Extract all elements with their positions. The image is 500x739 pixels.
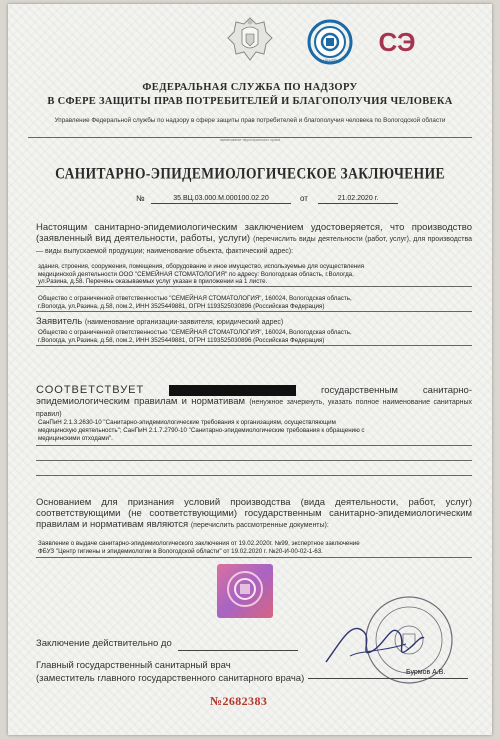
admin-caption: наименование территориального органа bbox=[219, 138, 281, 142]
object-description-line3: ул.Разина, д.58. Перечень оказываемых услуг указан в приложении на 1 листе. bbox=[38, 278, 268, 285]
basis-hint: (перечислить рассмотренные документы): bbox=[190, 522, 329, 529]
certification-text: Настоящим санитарно-эпидемиологическим заключением удостоверяется, что производство (заявленный вид деятельности, работы, услуги) bbox=[36, 222, 472, 244]
object-underline bbox=[36, 286, 472, 287]
hologram-seal bbox=[214, 561, 276, 621]
certificate-number: 35.ВЦ.03.000.М.000100.02.20 bbox=[151, 195, 291, 204]
center-logo-text: ЦЕНТР bbox=[323, 58, 337, 63]
number-from: от bbox=[300, 194, 308, 203]
basis-doc-line2: ФБУЗ "Центр гигиены и эпидемиологии в Вологодской области" от 19.02.2020 г. №20-И-00-02-1-63. bbox=[38, 548, 323, 555]
basis-doc-line1: Заявление о выдаче санитарно-эпидемиологического заключения от 19.02.2020г. №99, экспертное заключение bbox=[38, 540, 360, 547]
serial-number: №2682383 bbox=[210, 694, 268, 708]
chief-doctor-line1: Главный государственный санитарный врач bbox=[36, 660, 231, 671]
coat-of-arms-emblem bbox=[226, 14, 274, 66]
applicant-line2: г.Вологда, ул.Разина, д.58, пом.2, ИНН 3525449881, ОГРН 1193525030896 (Российская Федерация) bbox=[38, 337, 325, 344]
number-prefix: № bbox=[136, 194, 145, 203]
applicant-label: Заявитель bbox=[36, 316, 83, 327]
handwritten-signature bbox=[322, 610, 426, 674]
basis-paragraph bbox=[36, 497, 472, 531]
document-title: САНИТАРНО-ЭПИДЕМИОЛОГИЧЕСКОЕ ЗАКЛЮЧЕНИЕ bbox=[55, 164, 445, 183]
applicant-line1: Общество с ограниченной ответственностью "СЕМЕЙНАЯ СТОМАТОЛОГИЯ", 160024, Вологодская область, bbox=[38, 329, 352, 336]
rules-line3: медицинскими отходами". bbox=[38, 435, 113, 442]
org-title-line2: В СФЕРЕ ЗАЩИТЫ ПРАВ ПОТРЕБИТЕЛЕЙ И БЛАГОПОЛУЧИЯ ЧЕЛОВЕКА bbox=[47, 96, 453, 107]
validity-label: Заключение действительно до bbox=[36, 638, 172, 649]
company-line2: г.Вологда, ул.Разина, д.58, пом.2, ИНН 3525449881, ОГРН 1193525030896 (Российская Федерация) bbox=[38, 303, 325, 310]
basis-underline bbox=[36, 557, 472, 558]
chief-doctor-line2: (заместитель главного государственного санитарного врача) bbox=[36, 673, 305, 684]
org-title-line1: ФЕДЕРАЛЬНАЯ СЛУЖБА ПО НАДЗОРУ bbox=[142, 82, 358, 93]
certification-paragraph bbox=[36, 222, 472, 257]
conformity-word: СООТВЕТСТВУЕТ bbox=[36, 384, 145, 396]
conformity-text: государственным санитарно-эпидемиологическим правилам и нормативам bbox=[36, 385, 473, 407]
basis-text: Основанием для признания условий производства (вида деятельности, работ, услуг) соответствующими (не соответствующими) государственным санитарно-эпидемиологическим правилам и нормативам являются bbox=[36, 497, 472, 530]
hygiene-center-logo bbox=[307, 19, 353, 65]
rules-line2: медицинскую деятельность"; СанПиН 2.1.7.2790-10 "Санитарно-эпидемиологические требования к обращению с bbox=[38, 427, 365, 434]
territorial-administration: Управление Федеральной службы по надзору в сфере защиты прав потребителей и благополучия человека по Вологодской области bbox=[54, 117, 446, 124]
struck-not-conforming: (НЕ СООТВЕТСТВУЕТ) bbox=[169, 385, 296, 396]
validity-underline bbox=[178, 650, 298, 651]
applicant-underline bbox=[36, 345, 472, 346]
company-line1: Общество с ограниченной ответственностью "СЕМЕЙНАЯ СТОМАТОЛОГИЯ", 160024, Вологодская область, bbox=[38, 295, 352, 302]
se-logo-text: СЭ bbox=[378, 27, 416, 57]
certificate-page bbox=[8, 4, 492, 735]
blank-line-1 bbox=[36, 460, 472, 461]
applicant-label-row bbox=[36, 316, 283, 327]
applicant-hint: (наименование организации-заявителя, юридический адрес) bbox=[84, 319, 284, 326]
certificate-date: 21.02.2020 г. bbox=[318, 195, 398, 204]
signature-underline bbox=[308, 678, 468, 679]
rules-line1: СанПиН 2.1.3.2630-10 "Санитарно-эпидемиологические требования к организациям, осуществляющим bbox=[38, 419, 336, 426]
company-underline bbox=[36, 311, 472, 312]
rules-underline bbox=[36, 445, 472, 446]
conformity-hint: (ненужное зачеркнуть, указать полное наименование санитарных правил) bbox=[36, 399, 472, 418]
certification-hint: (перечислить виды деятельности (работ, услуг), для производства — виды выпускаемой продукции; наименование объекта, фактический адрес): bbox=[36, 236, 473, 255]
se-logo bbox=[370, 24, 424, 58]
blank-line-2 bbox=[36, 475, 472, 476]
object-description-line2: медицинской деятельности ООО "СЕМЕЙНАЯ СТОМАТОЛОГИЯ" по адресу: Вологодская область, г.Вологда, bbox=[38, 270, 354, 278]
conformity-paragraph bbox=[36, 385, 472, 420]
object-description-line1: здания, строения, сооружения, помещения, оборудование и иное имущество, используемые для осуществления bbox=[38, 263, 365, 270]
signer-name: Бурмов А.В. bbox=[406, 669, 446, 676]
